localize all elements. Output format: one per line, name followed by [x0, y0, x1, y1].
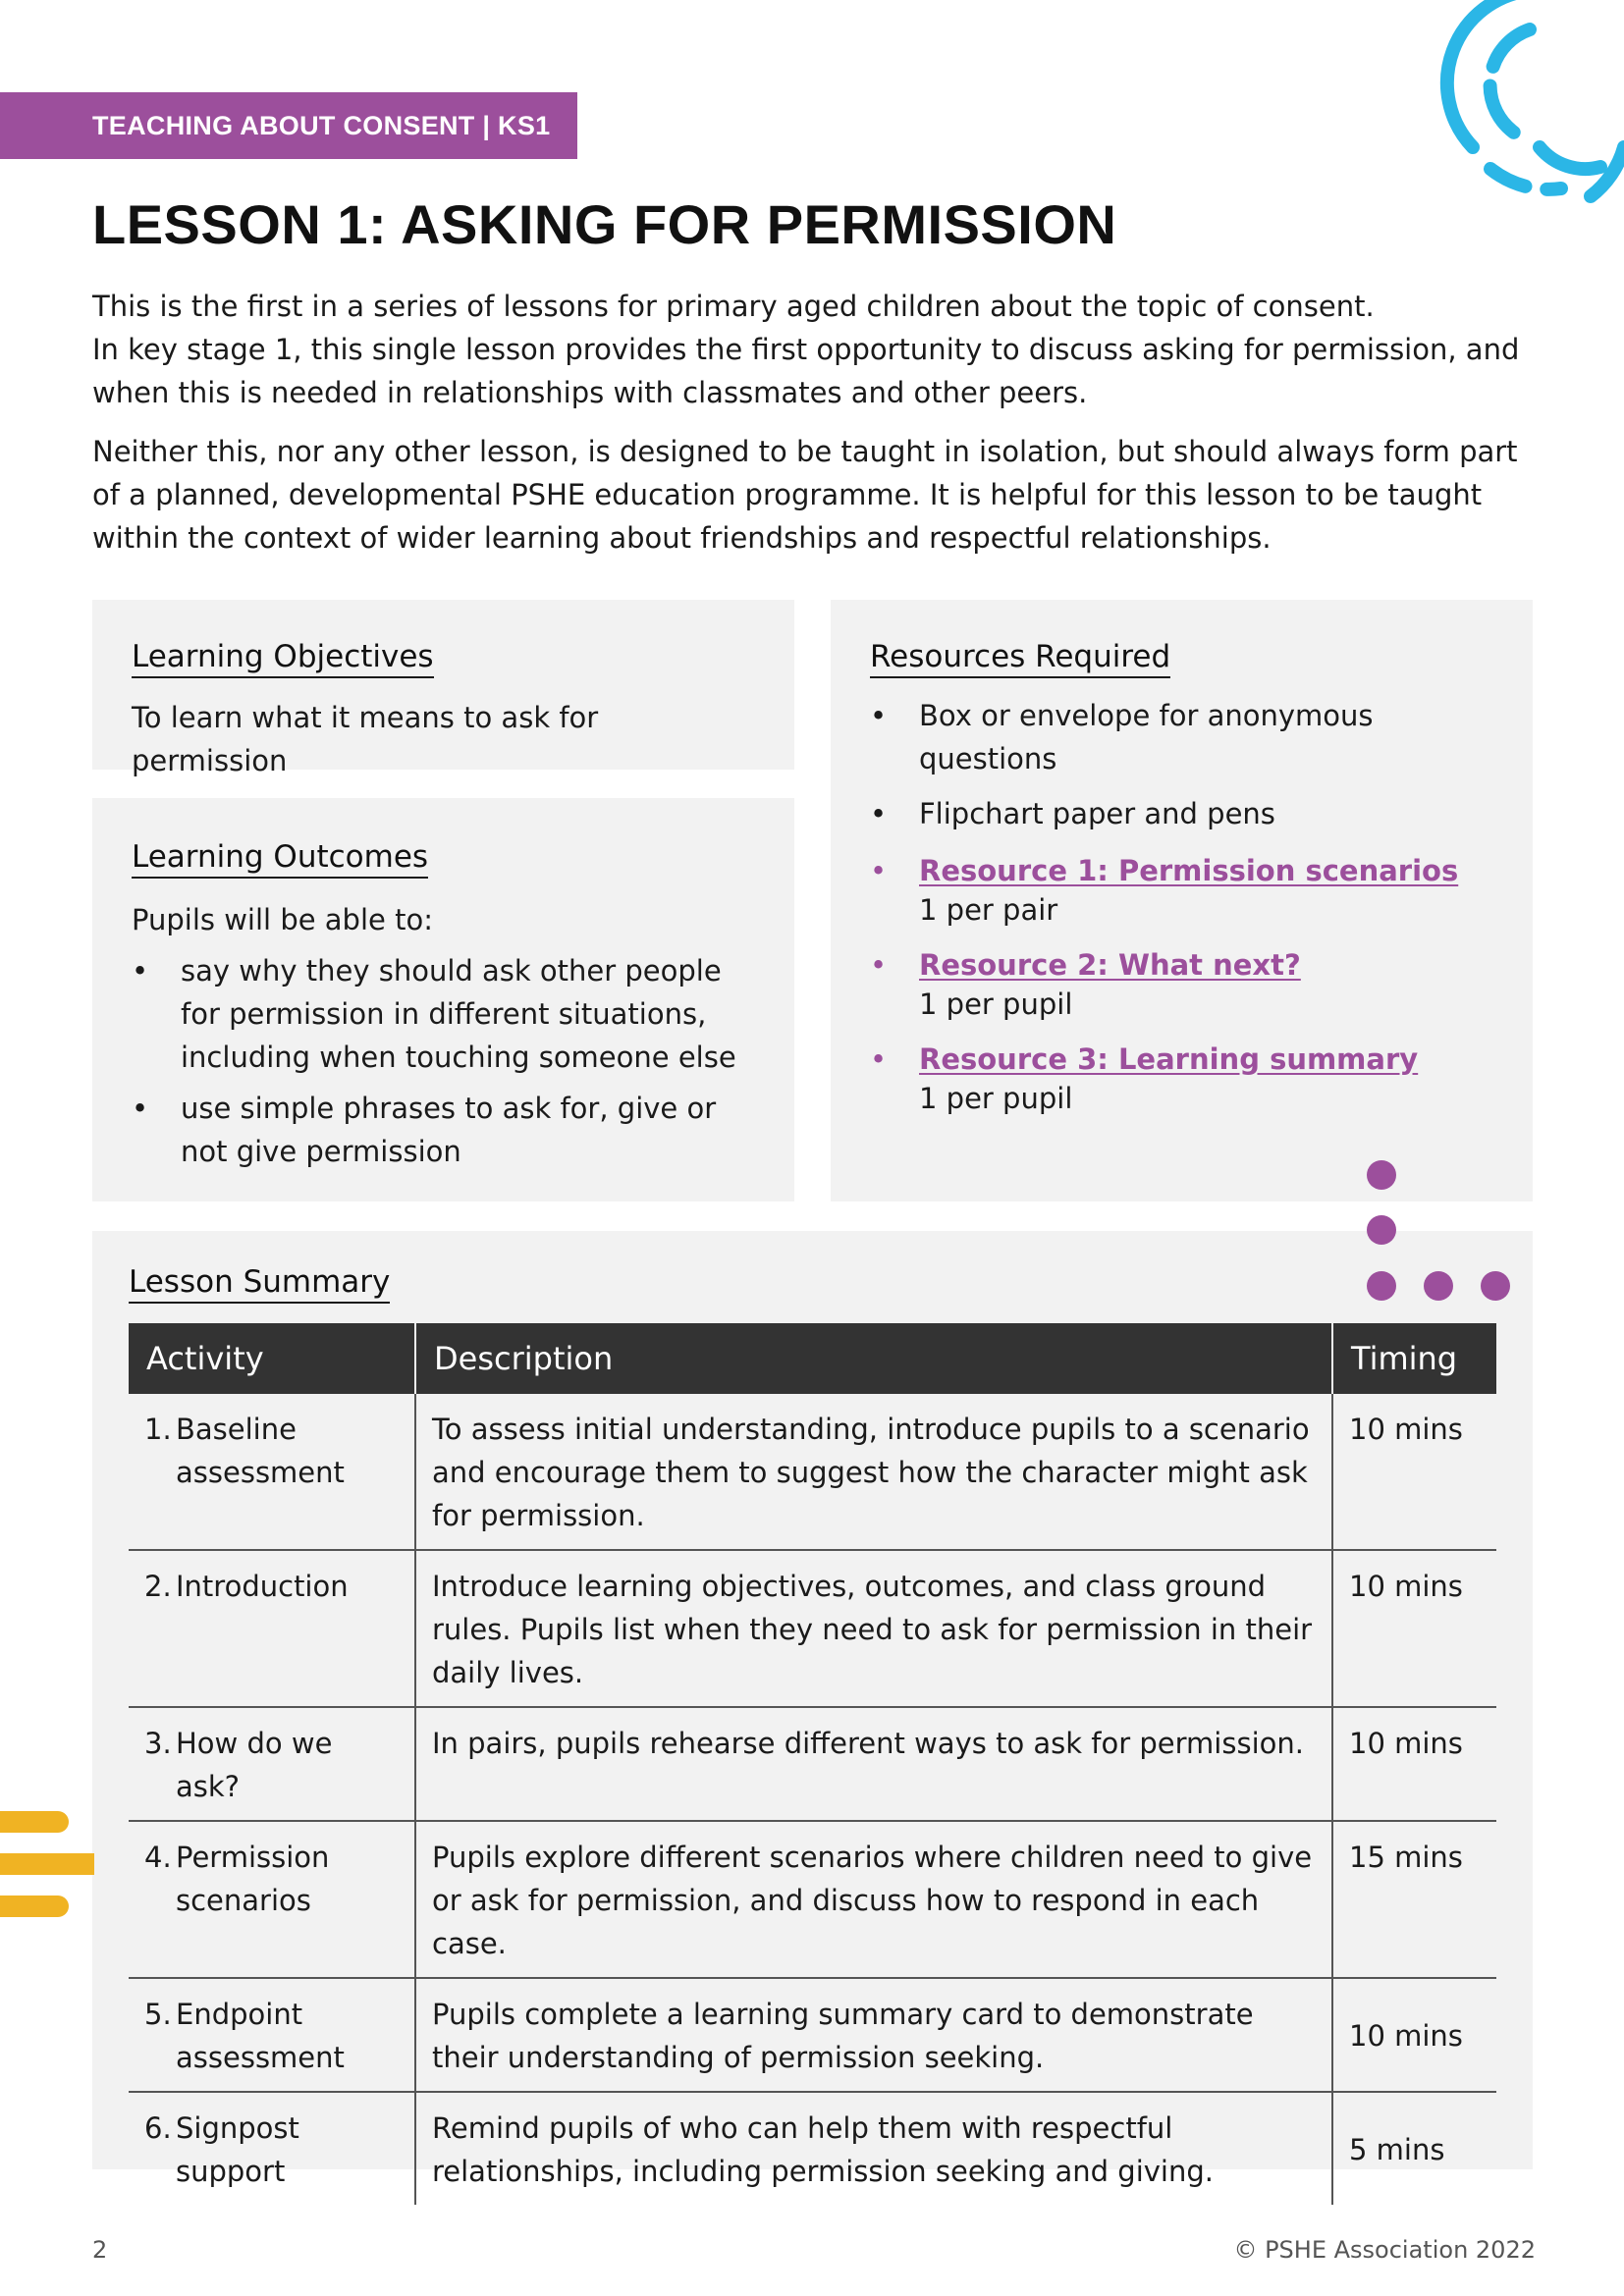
learning-objectives-heading: Learning Objectives — [132, 637, 434, 678]
resource-item-3 — [870, 1040, 1493, 1118]
activity-number: 6. — [144, 2111, 172, 2145]
activity-label: Endpoint assessment — [176, 1998, 345, 2074]
activity-cell — [129, 1707, 415, 1821]
learning-outcomes-panel — [92, 798, 794, 1201]
learning-outcomes-heading: Learning Outcomes — [132, 837, 428, 879]
list-item: • use simple phrases to ask for, give or not give permission — [132, 1087, 755, 1173]
description-cell: Pupils explore different scenarios where children need to give or ask for permission, and discuss how to respond in each case. — [415, 1821, 1332, 1978]
resource-item-2 — [870, 945, 1493, 1024]
activity-label: Signpost support — [176, 2111, 299, 2188]
intro-line-1: This is the first in a series of lessons for primary aged children about the topic of consent. — [92, 290, 1375, 323]
table-header-row — [129, 1323, 1496, 1394]
lesson-summary-table — [129, 1323, 1496, 2205]
timing-cell: 5 mins — [1349, 2133, 1445, 2166]
timing-cell: 10 mins — [1332, 1707, 1496, 1821]
activity-label: Permission scenarios — [176, 1841, 330, 1917]
list-item: • Box or envelope for anonymous questions — [870, 694, 1493, 780]
description-cell: Introduce learning objectives, outcomes, and class ground rules. Pupils list when they need to ask for permission in their daily lives. — [415, 1550, 1332, 1707]
description-cell: In pairs, pupils rehearse different ways to ask for permission. — [415, 1707, 1332, 1821]
resource-note-2: 1 per pupil — [919, 988, 1073, 1021]
table-row — [129, 1707, 1496, 1821]
activity-number: 4. — [144, 1841, 172, 1874]
lesson-summary-heading: Lesson Summary — [129, 1262, 390, 1304]
activity-number: 3. — [144, 1727, 172, 1760]
column-header-timing: Timing — [1332, 1323, 1496, 1394]
resources-list — [870, 694, 1493, 1118]
column-header-activity: Activity — [129, 1323, 415, 1394]
learning-objectives-panel — [92, 600, 794, 777]
intro-paragraph-1 — [92, 285, 1536, 414]
timing-cell: 10 mins — [1332, 1394, 1496, 1550]
activity-label: Introduction — [176, 1570, 349, 1603]
activity-label: How do we ask? — [176, 1727, 333, 1803]
timing-cell: 10 mins — [1332, 1978, 1496, 2092]
decorative-circles-graphic — [1414, 0, 1624, 216]
resource-link-1[interactable]: Resource 1: Permission scenarios — [919, 854, 1459, 887]
activity-cell — [129, 1821, 415, 1978]
activity-cell — [129, 1550, 415, 1707]
intro-line-2: In key stage 1, this single lesson provides the first opportunity to discuss asking for permission, and when this is needed in relationships with classmates and other peers. — [92, 333, 1520, 409]
column-header-description: Description — [415, 1323, 1332, 1394]
description-cell: Pupils complete a learning summary card to demonstrate their understanding of permission seeking. — [415, 1978, 1332, 2092]
resources-required-panel — [831, 600, 1533, 1201]
resource-link-3[interactable]: Resource 3: Learning summary — [919, 1042, 1419, 1076]
resource-item-1 — [870, 851, 1493, 930]
table-row — [129, 1550, 1496, 1707]
activity-number: 5. — [144, 1998, 172, 2031]
header-tag: TEACHING ABOUT CONSENT | KS1 — [0, 92, 577, 159]
page-number: 2 — [92, 2236, 108, 2264]
resource-note-1: 1 per pair — [919, 893, 1058, 927]
description-cell: To assess initial understanding, introduce pupils to a scenario and encourage them to suggest how the character might ask for permission. — [415, 1394, 1332, 1550]
activity-cell — [129, 1978, 415, 2092]
learning-objective-text: To learn what it means to ask for permission — [132, 701, 599, 777]
learning-outcomes-lead: Pupils will be able to: — [132, 903, 433, 936]
decorative-dots-graphic — [1360, 1153, 1517, 1310]
activity-label: Baseline assessment — [176, 1413, 345, 1489]
resource-link-2[interactable]: Resource 2: What next? — [919, 948, 1301, 982]
lesson-summary-panel — [92, 1231, 1533, 2188]
activity-cell — [129, 1394, 415, 1550]
timing-cell: 10 mins — [1332, 1550, 1496, 1707]
list-item: • Flipchart paper and pens — [870, 792, 1493, 835]
table-row — [129, 1394, 1496, 1550]
resource-note-3: 1 per pupil — [919, 1082, 1073, 1115]
footer-copyright: © PSHE Association 2022 — [1233, 2236, 1536, 2264]
table-row — [129, 1821, 1496, 1978]
intro-paragraph-2: Neither this, nor any other lesson, is designed to be taught in isolation, but should always form part of a planned, developmental PSHE education programme. It is helpful for this lesson to be taught within the context of wider learning about friendships and respectful relationships. — [92, 435, 1518, 555]
resources-required-heading: Resources Required — [870, 637, 1170, 678]
table-row — [129, 2092, 1496, 2205]
activity-number: 2. — [144, 1570, 172, 1603]
activity-cell — [129, 2092, 415, 2205]
list-item: • say why they should ask other people for permission in different situations, including when touching someone else — [132, 949, 755, 1079]
activity-number: 1. — [144, 1413, 172, 1446]
table-row — [129, 1978, 1496, 2092]
decorative-bars-graphic — [0, 1806, 94, 1924]
learning-outcomes-list — [132, 949, 755, 1173]
intro-text — [92, 285, 1536, 560]
page-title: LESSON 1: ASKING FOR PERMISSION — [92, 193, 1117, 255]
description-cell: Remind pupils of who can help them with respectful relationships, including permission seeking and giving. — [415, 2092, 1332, 2205]
timing-cell: 15 mins — [1332, 1821, 1496, 1978]
